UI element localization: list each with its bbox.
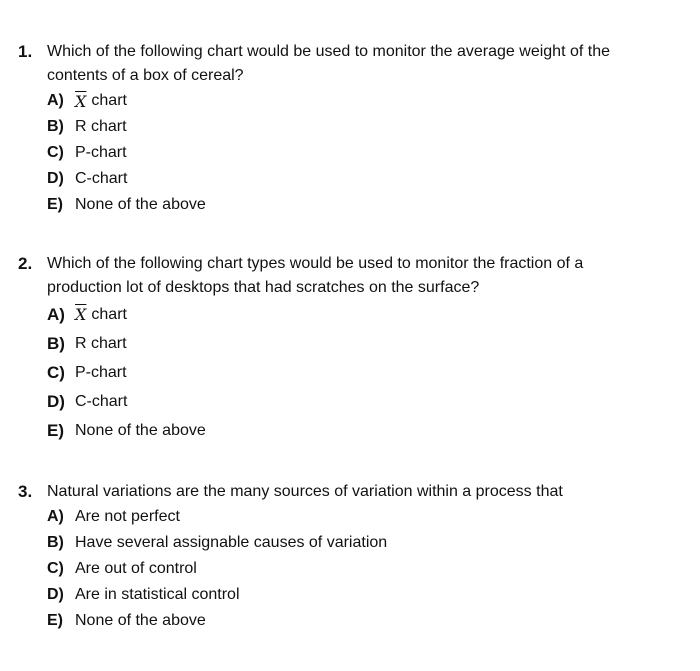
question-1-header <box>18 40 698 88</box>
option-text: C-chart <box>75 392 128 410</box>
option-text: None of the above <box>75 421 206 439</box>
option-a <box>47 300 698 329</box>
option-text: Are not perfect <box>75 508 180 525</box>
option-text: None of the above <box>75 612 206 629</box>
option-d <box>47 166 698 192</box>
option-list <box>18 504 698 634</box>
option-b <box>47 114 698 140</box>
option-b <box>47 329 698 358</box>
question-2 <box>18 252 698 445</box>
option-letter: D) <box>47 170 64 187</box>
option-a <box>47 504 698 530</box>
option-e <box>47 416 698 445</box>
question-text: Which of the following chart would be used to monitor the average weight of the contents of a box of cereal? <box>47 43 610 84</box>
option-letter: B) <box>47 118 64 135</box>
question-3 <box>18 480 698 634</box>
option-text: P-chart <box>75 363 127 381</box>
question-text: Natural variations are the many sources of variation within a process that <box>47 483 563 500</box>
question-number: 3. <box>18 482 33 501</box>
question-1 <box>18 40 698 218</box>
question-3-header <box>18 480 698 504</box>
option-e <box>47 608 698 634</box>
option-d <box>47 582 698 608</box>
option-e <box>47 192 698 218</box>
option-letter: B) <box>47 534 64 551</box>
option-c <box>47 358 698 387</box>
option-letter: A) <box>47 92 64 109</box>
option-text: chart <box>91 305 127 323</box>
question-number: 1. <box>18 42 33 61</box>
option-letter: C) <box>47 144 64 161</box>
option-text: Have several assignable causes of variation <box>75 534 388 551</box>
question-2-header <box>18 252 698 300</box>
option-letter: D) <box>47 586 64 603</box>
option-letter: C) <box>47 362 65 382</box>
option-letter: E) <box>47 196 63 213</box>
option-letter: B) <box>47 333 65 353</box>
option-a <box>47 88 698 114</box>
option-text: P-chart <box>75 144 127 161</box>
option-text: Are out of control <box>75 560 197 577</box>
option-letter: C) <box>47 560 64 577</box>
question-text: Which of the following chart types would be used to monitor the fraction of a production lot of desktops that had scratches on the surface? <box>47 255 584 296</box>
option-c <box>47 556 698 582</box>
option-d <box>47 387 698 416</box>
option-b <box>47 530 698 556</box>
x-bar-symbol: $\overline{X}$ <box>75 91 87 111</box>
option-text: R chart <box>75 334 127 352</box>
option-letter: A) <box>47 508 64 525</box>
option-c <box>47 140 698 166</box>
option-letter: E) <box>47 420 64 440</box>
option-text: C-chart <box>75 170 128 187</box>
option-list <box>18 88 698 218</box>
option-letter: E) <box>47 612 63 629</box>
question-number: 2. <box>18 254 33 273</box>
x-bar-symbol: $\overline{X}$ <box>75 305 87 324</box>
option-list <box>18 300 698 445</box>
option-text: chart <box>91 92 127 109</box>
option-text: Are in statistical control <box>75 586 240 603</box>
option-letter: A) <box>47 304 65 324</box>
option-letter: D) <box>47 391 65 411</box>
option-text: None of the above <box>75 196 206 213</box>
option-text: R chart <box>75 118 127 135</box>
